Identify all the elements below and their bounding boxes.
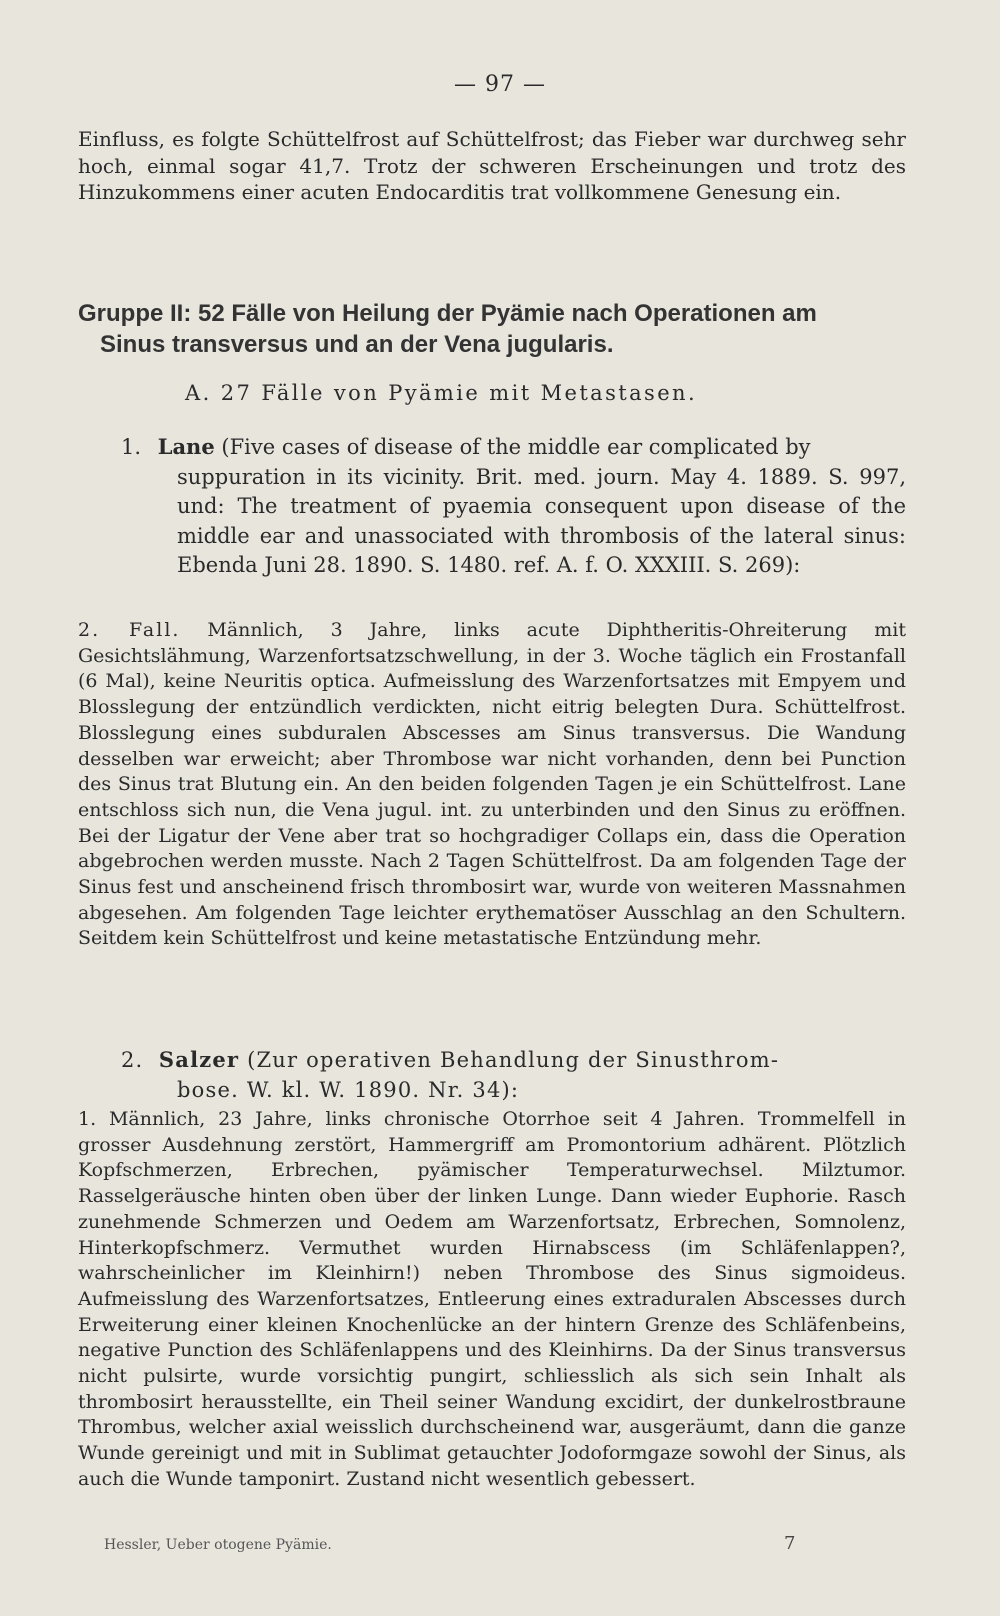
group-heading-line1: Gruppe II: 52 Fälle von Heilung der Pyämie nach Operationen am <box>78 300 817 327</box>
group-heading <box>78 298 928 360</box>
intro-paragraph: Einfluss, es folgte Schüttelfrost auf Schüttelfrost; das Fieber war durchweg sehr hoch, einmal sogar 41,7. Trotz der schweren Erscheinungen und trotz des Hinzukommens einer acuten Endocarditis trat vollkommene Genesung ein. <box>78 127 906 205</box>
entry-reference-first: (Zur operativen Behandlung der Sinusthrom- <box>247 1048 780 1072</box>
entry-number: 2. <box>121 1048 144 1072</box>
case-text: Männlich, 23 Jahre, links chronische Otorrhoe seit 4 Jahren. Trommelfell in grosser Ausdehnung zerstört, Hammergriff am Promontorium adhärent. Plötzlich Kopfschmerzen, Erbrechen, pyämischer Temperaturwechsel. Milztumor. Rasselgeräusche hinten oben über der linken Lunge. Dann wieder Euphorie. Rasch zunehmende Schmerzen und Oedem am Warzenfortsatz, Erbrechen, Somnolenz, Hinterkopfschmerz. Vermuthet wurden Hirnabscess (im Schläfenlappen?, wahrscheinlicher im Kleinhirn!) neben Thrombose des Sinus sigmoideus. Aufmeisslung des Warzenfortsatzes, Entleerung eines extraduralen Abscesses durch Erweiterung einer kleinen Knochenlücke an der hintern Grenze des Schläfenbeins, negative Punction des Schläfenlappens und des Kleinhirns. Da der Sinus transversus nicht pulsirte, wurde vorsichtig pungirt, schliesslich als sich sein Inhalt als thrombosirt herausstellte, ein Theil seiner Wandung excidirt, der dunkelrostbraune Thrombus, welcher axial weisslich durchscheinend war, ausgeräumt, dann die ganze Wunde gereinigt und mit in Sublimat getauchter Jodoformgaze sowohl der Sinus, als auch die Wunde tamponirt. Zustand nicht wesentlich gebessert. <box>78 1108 907 1490</box>
entry-reference-rest: bose. W. kl. W. 1890. Nr. 34): <box>177 1077 520 1102</box>
reference-entry <box>121 1045 906 1105</box>
section-subheading: A. 27 Fälle von Pyämie mit Metastasen. <box>185 381 698 405</box>
case-text: Männlich, 3 Jahre, links acute Diphtheritis-Ohreiterung mit Gesichtslähmung, Warzenfortsatzschwellung, in der 3. Woche täglich ein Frostanfall (6 Mal), keine Neuritis optica. Aufmeisslung des Warzenfortsatzes mit Empyem und Blosslegung der entzündlich verdickten, nicht eitrig belegten Dura. Schüttelfrost. Blosslegung eines subduralen Abscesses am Sinus transversus. Die Wandung desselben war erweicht; aber Thrombose war nicht vorhanden, denn bei Punction des Sinus trat Blutung ein. An den beiden folgenden Tagen je ein Schüttelfrost. Lane entschloss sich nun, die Vena jugul. int. zu unterbinden und den Sinus zu eröffnen. Bei der Ligatur der Vene aber trat so hochgradiger Collaps ein, dass die Operation abgebrochen werden musste. Nach 2 Tagen Schüttelfrost. Da am folgenden Tage der Sinus fest und anscheinend frisch thrombosirt war, wurde von weiteren Massnahmen abgesehen. Am folgenden Tage leichter erythematöser Ausschlag an den Schultern. Seitdem kein Schüttelfrost und keine metastatische Entzündung mehr. <box>78 619 906 950</box>
page-number: — 97 — <box>454 72 546 97</box>
case-report <box>78 618 906 952</box>
page-footer: Hessler, Ueber otogene Pyämie. <box>104 1537 332 1553</box>
entry-reference-first: (Five cases of disease of the middle ear complicated by <box>221 435 811 459</box>
signature-mark: 7 <box>784 1533 796 1554</box>
entry-author: Lane <box>157 434 215 459</box>
case-label: 2. Fall. <box>78 619 181 641</box>
case-label: 1. <box>78 1108 97 1130</box>
case-report <box>78 1107 906 1493</box>
entry-reference-rest: suppuration in its vicinity. Brit. med. journ. May 4. 1889. S. 997, und: The treatment of pyaemia consequent upon disease of the middle ear and unassociated with thrombosis of the lateral sinus: Ebenda Juni 28. 1890. S. 1480. ref. A. f. O. XXXIII. S. 269): <box>177 464 906 577</box>
reference-entry <box>121 432 906 581</box>
entry-author: Salzer <box>158 1047 240 1072</box>
entry-number: 1. <box>121 435 142 459</box>
group-heading-line2: Sinus transversus und an der Vena jugularis. <box>100 331 614 358</box>
